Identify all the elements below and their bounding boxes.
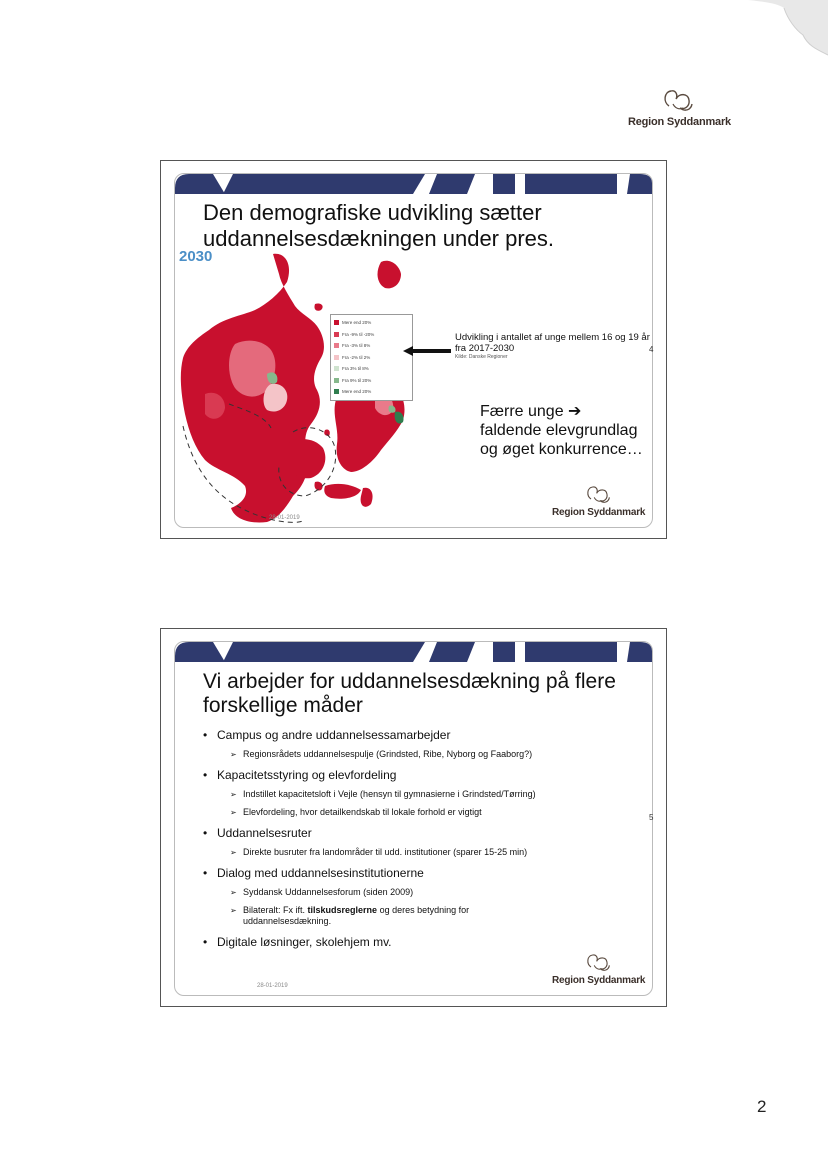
legend-swatch xyxy=(334,355,339,360)
slide-top-banner xyxy=(175,642,653,662)
legend-item: Mere end 20% xyxy=(334,386,409,398)
slide-5 xyxy=(160,628,667,1007)
arrow-bullet-icon: ➢ xyxy=(230,906,237,915)
bullet-item: • Campus og andre uddannelsessamarbejder xyxy=(203,728,653,742)
sub-bullet-item: ➢ Indstillet kapacitetsloft i Vejle (hensyn til gymnasierne i Grindsted/Tørring) xyxy=(230,789,536,799)
map-year: 2030 xyxy=(179,248,213,265)
consequence-line: faldende elevgrundlag xyxy=(480,422,638,439)
sub-bullet-item: ➢ Syddansk Uddannelsesforum (siden 2009) xyxy=(230,887,414,897)
bullet-item: • Kapacitetsstyring og elevfordeling xyxy=(203,768,653,782)
sub-bullet-item: ➢ Regionsrådets uddannelsespulje (Grindsted, Ribe, Nyborg og Faaborg?) xyxy=(230,749,533,759)
sub-bullet-item: ➢ Direkte busruter fra landområder til udd. institutioner (sparer 15-25 min) xyxy=(230,847,528,857)
slide-5-brand xyxy=(552,951,645,986)
map-note-text: Udvikling i antallet af unge mellem 16 og 19 år fra 2017-2030 xyxy=(455,332,650,354)
legend-item: Fra 9% til 20% xyxy=(334,375,409,387)
legend-item: Fra -3% til 8% xyxy=(334,340,409,352)
slide-4-number: 4 xyxy=(649,345,654,354)
arrow-bullet-icon: ➢ xyxy=(230,808,237,817)
legend-swatch xyxy=(334,389,339,394)
legend-item: Fra -2% til 2% xyxy=(334,352,409,364)
slide-5-title: Vi arbejder for uddannelsesdækning på flere forskellige måder xyxy=(203,670,616,717)
slide-4-brand xyxy=(552,483,645,518)
slide-4-content xyxy=(174,173,653,528)
sub-bullet-item: ➢ Bilateralt: Fx ift. tilskudsreglerne og deres betydning for uddannelsesdækning. xyxy=(230,905,470,926)
slide-5-brand-name: Region Syddanmark xyxy=(552,975,646,986)
bullet-item: • Digitale løsninger, skolehjem mv. xyxy=(203,935,653,949)
legend-swatch xyxy=(334,332,339,337)
region-logo-icon xyxy=(584,483,614,507)
map-source: Kilde: Danske Regioner xyxy=(455,354,508,360)
map-note xyxy=(455,332,653,361)
bullet-item: • Dialog med uddannelsesinstitutionerne xyxy=(203,866,653,880)
slide-4 xyxy=(160,160,667,539)
slide-4-title: Den demografiske udvikling sætter uddannelsesdækningen under pres. xyxy=(203,200,555,251)
legend-swatch xyxy=(334,378,339,383)
slide-5-date: 28-01-2019 xyxy=(257,983,288,989)
slide-5-content xyxy=(174,641,653,996)
region-logo-icon xyxy=(661,86,697,116)
region-logo-icon xyxy=(584,951,614,975)
slide-5-number: 5 xyxy=(649,813,654,822)
legend-swatch xyxy=(334,343,339,348)
sub-bullet-item: ➢ Elevfordeling, hvor detailkendskab til lokale forhold er vigtigt xyxy=(230,807,482,817)
bullet-item: • Uddannelsesruter xyxy=(203,826,653,840)
left-arrow-icon xyxy=(401,345,453,357)
torn-corner xyxy=(748,0,828,60)
arrow-bullet-icon: ➢ xyxy=(230,888,237,897)
legend-item: Mere end 20% xyxy=(334,317,409,329)
consequence-line: og øget konkurrence… xyxy=(480,441,643,458)
header-brand-name: Region Syddanmark xyxy=(628,116,731,128)
page-number: 2 xyxy=(757,1097,767,1116)
legend-item: Fra 3% til 8% xyxy=(334,363,409,375)
legend-swatch xyxy=(334,366,339,371)
consequence-text xyxy=(480,402,653,459)
slide-top-banner xyxy=(175,174,653,194)
consequence-line: Færre unge ➔ xyxy=(480,403,582,420)
arrow-bullet-icon: ➢ xyxy=(230,750,237,759)
legend-item: Fra -9% til -20% xyxy=(334,329,409,341)
header-brand-logo xyxy=(628,86,731,128)
bornholm-region xyxy=(378,261,401,289)
bullet-list xyxy=(203,728,653,949)
arrow-bullet-icon: ➢ xyxy=(230,790,237,799)
map-legend xyxy=(330,314,413,401)
slide-4-date: 28-01-2019 xyxy=(269,515,300,521)
legend-swatch xyxy=(334,320,339,325)
slide-4-brand-name: Region Syddanmark xyxy=(552,507,646,518)
arrow-bullet-icon: ➢ xyxy=(230,848,237,857)
